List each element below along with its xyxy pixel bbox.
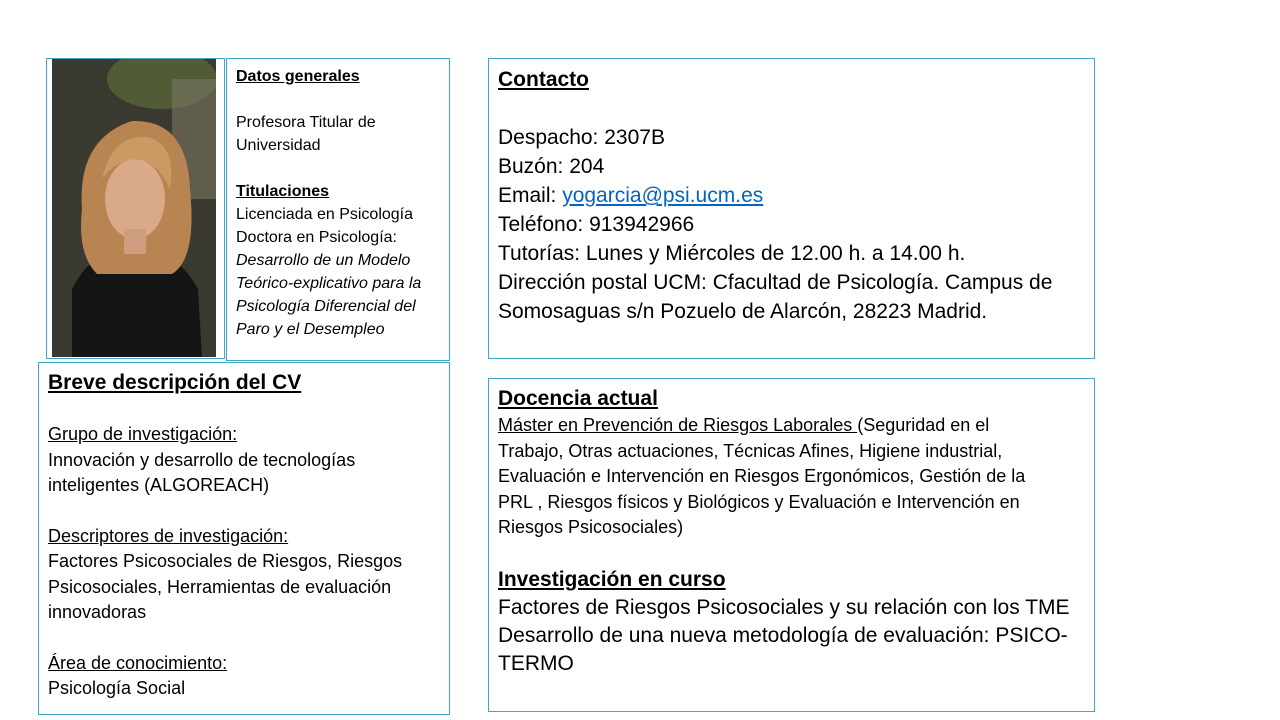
profile-photo-frame xyxy=(46,58,225,359)
master-description-line: PRL , Riesgos físicos y Biológicos y Evaluación e Intervención en xyxy=(498,491,1020,512)
ongoing-research-heading: Investigación en curso xyxy=(498,567,726,591)
master-title: Máster en Prevención de Riesgos Laborales xyxy=(498,415,858,435)
postal-address-line-2: Somosaguas s/n Pozuelo de Alarcón, 28223 Madrid. xyxy=(498,300,988,323)
research-descriptors-label: Descriptores de investigación: xyxy=(48,525,289,546)
contact-heading: Contacto xyxy=(498,68,589,91)
email-link[interactable]: yogarcia@psi.ucm.es xyxy=(562,184,764,207)
research-descriptors-line: innovadoras xyxy=(48,602,147,622)
degrees-heading: Titulaciones xyxy=(236,183,330,200)
master-description: (Seguridad en el xyxy=(857,415,990,435)
knowledge-area-value: Psicología Social xyxy=(48,678,186,698)
research-descriptors-line: Factores Psicosociales de Riesgos, Riesgos xyxy=(48,551,403,571)
position-line-2: Universidad xyxy=(236,137,321,154)
email-label: Email: xyxy=(498,184,563,207)
contact-panel xyxy=(488,58,1095,359)
master-row xyxy=(498,413,1085,439)
profile-photo-illustration xyxy=(52,59,216,357)
teaching-panel xyxy=(488,378,1095,712)
degree-1: Licenciada en Psicología xyxy=(236,206,414,223)
cv-heading: Breve descripción del CV xyxy=(48,371,302,394)
thesis-line: Paro y el Desempleo xyxy=(236,321,385,338)
master-description-line: Evaluación e Intervención en Riesgos Ergonómicos, Gestión de la xyxy=(498,466,1026,486)
office-text: Despacho: 2307B xyxy=(498,126,665,149)
master-description-line: Trabajo, Otras actuaciones, Técnicas Afines, Higiene industrial, xyxy=(498,440,1003,461)
research-descriptors-line: Psicosociales, Herramientas de evaluación xyxy=(48,576,392,597)
ongoing-research-line: Desarrollo de una nueva metodología de evaluación: PSICO- xyxy=(498,623,1068,647)
mailbox-text: Buzón: 204 xyxy=(498,155,605,178)
master-description-line: Riesgos Psicosociales) xyxy=(498,517,684,537)
knowledge-area-label: Área de conocimiento: xyxy=(48,652,228,673)
ongoing-research-line: TERMO xyxy=(498,651,574,675)
research-group-line: inteligentes (ALGOREACH) xyxy=(48,475,270,495)
thesis-line: Desarrollo de un Modelo xyxy=(236,252,411,269)
thesis-line: Psicología Diferencial del xyxy=(236,298,416,315)
thesis-line: Teórico-explicativo para la xyxy=(236,275,422,292)
research-group-label: Grupo de investigación: xyxy=(48,424,238,444)
office-hours-text: Tutorías: Lunes y Miércoles de 12.00 h. a 14.00 h. xyxy=(498,242,966,265)
phone-text: Teléfono: 913942966 xyxy=(498,213,695,236)
postal-address-line-1: Dirección postal UCM: Cfacultad de Psicología. Campus de xyxy=(498,271,1053,294)
cv-summary-panel xyxy=(38,362,450,715)
teaching-heading: Docencia actual xyxy=(498,387,658,410)
degree-2: Doctora en Psicología: xyxy=(236,229,397,246)
profile-photo xyxy=(52,59,216,357)
general-info-heading: Datos generales xyxy=(236,68,360,85)
research-group-line: Innovación y desarrollo de tecnologías xyxy=(48,449,356,470)
general-info-panel xyxy=(226,58,450,361)
email-row xyxy=(498,181,1085,210)
position-line-1: Profesora Titular de xyxy=(236,114,376,131)
ongoing-research-line: Factores de Riesgos Psicosociales y su relación con los TME xyxy=(498,595,1070,619)
